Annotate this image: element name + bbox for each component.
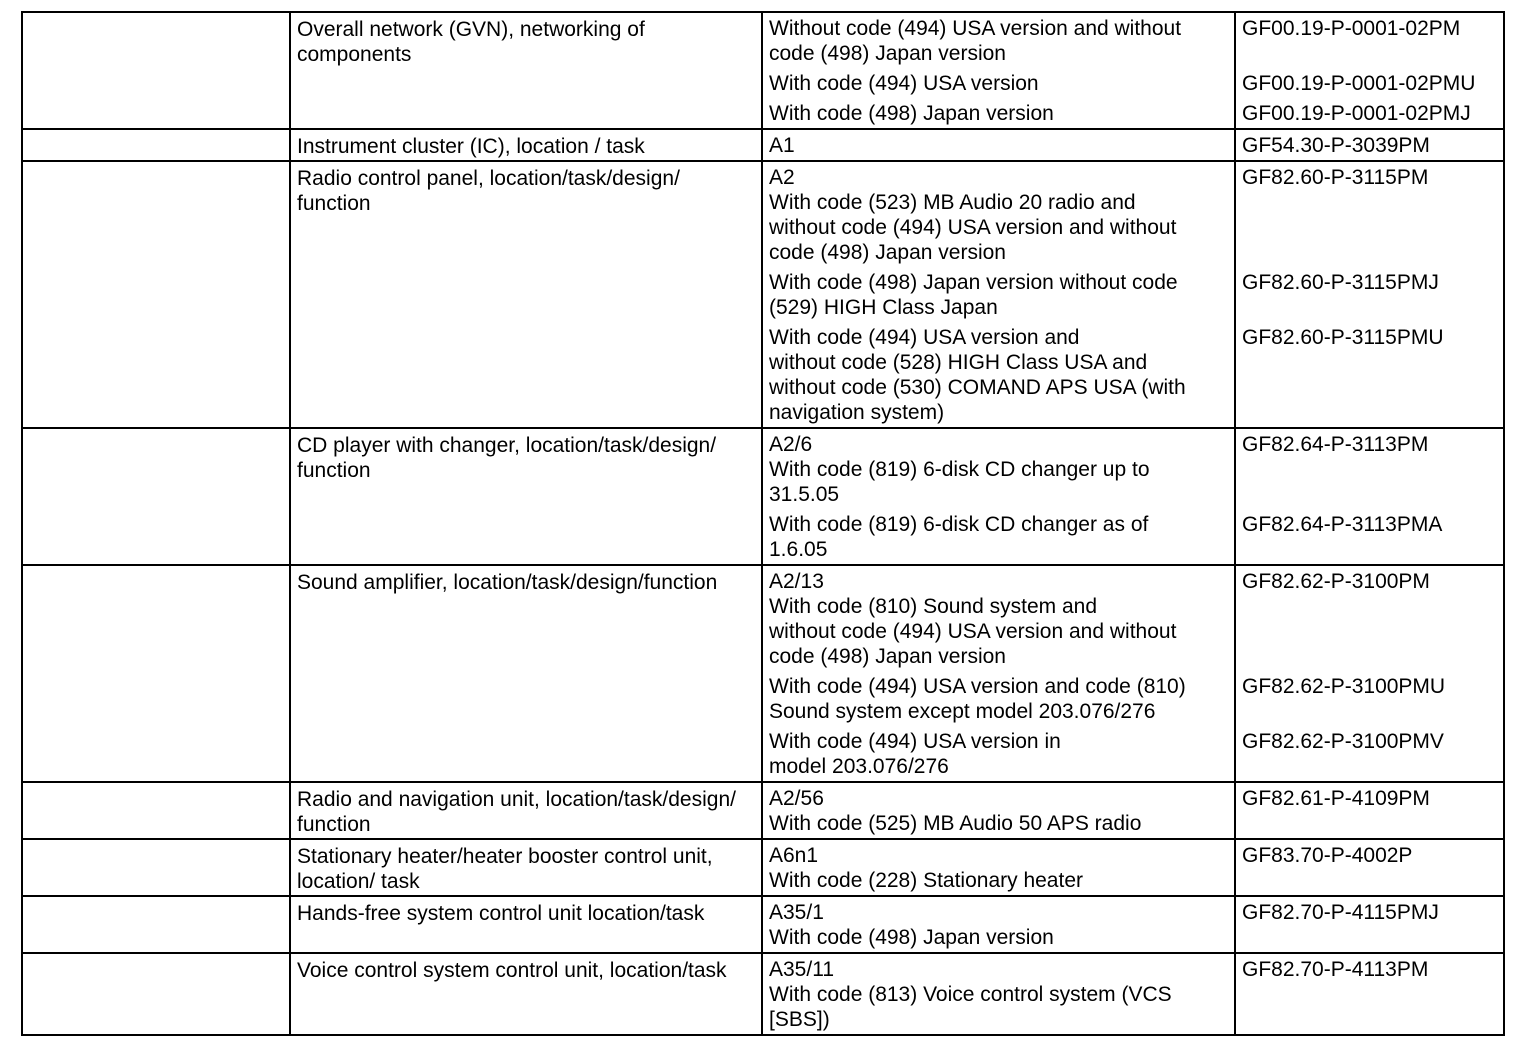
component-cell bbox=[290, 161, 762, 428]
condition-cell bbox=[763, 783, 1235, 838]
condition-line: without code (494) USA version and without bbox=[769, 216, 1177, 239]
table-row bbox=[22, 129, 1504, 161]
component-cell bbox=[290, 953, 762, 1035]
condition-line: A2 bbox=[769, 166, 795, 189]
reference-code: GF82.64-P-3113PM bbox=[1242, 433, 1429, 456]
category-cell bbox=[22, 12, 290, 129]
condition-cell bbox=[763, 13, 1235, 68]
reference-code: GF00.19-P-0001-02PMJ bbox=[1242, 102, 1471, 125]
category-cell bbox=[22, 129, 290, 161]
condition-line: [SBS]) bbox=[769, 1008, 830, 1031]
condition-line: navigation system) bbox=[769, 401, 945, 424]
condition-cell bbox=[763, 322, 1235, 427]
entries-cell bbox=[762, 12, 1504, 129]
condition-line: A2/56 bbox=[769, 787, 824, 810]
entry-row bbox=[763, 162, 1503, 267]
category-cell bbox=[22, 565, 290, 782]
entries-table bbox=[763, 954, 1503, 1034]
entry-row bbox=[763, 130, 1503, 160]
component-cell bbox=[290, 839, 762, 896]
reference-code: GF82.60-P-3115PMU bbox=[1242, 326, 1444, 349]
document-reference bbox=[1235, 783, 1503, 838]
category-cell bbox=[22, 953, 290, 1035]
reference-code: GF82.70-P-4113PM bbox=[1242, 958, 1429, 981]
component-line: Radio control panel, location/task/design/ bbox=[297, 167, 680, 190]
component-cell bbox=[290, 428, 762, 565]
condition-line: (529) HIGH Class Japan bbox=[769, 296, 998, 319]
condition-line: model 203.076/276 bbox=[769, 755, 949, 778]
condition-cell bbox=[763, 68, 1235, 98]
entries-table bbox=[763, 783, 1503, 838]
reference-code: GF00.19-P-0001-02PMU bbox=[1242, 72, 1476, 95]
document-reference bbox=[1235, 954, 1503, 1034]
condition-cell bbox=[763, 671, 1235, 726]
entry-row bbox=[763, 429, 1503, 509]
document-reference bbox=[1235, 68, 1503, 98]
entries-table bbox=[763, 130, 1503, 160]
condition-cell bbox=[763, 162, 1235, 267]
entries-cell bbox=[762, 782, 1504, 839]
entry-row bbox=[763, 671, 1503, 726]
component-line: location/ task bbox=[297, 870, 420, 893]
category-cell bbox=[22, 896, 290, 953]
condition-line: With code (813) Voice control system (VCS bbox=[769, 983, 1172, 1006]
document-reference bbox=[1235, 98, 1503, 128]
component-line: Radio and navigation unit, location/task/design/ bbox=[297, 788, 736, 811]
entry-row bbox=[763, 840, 1503, 895]
entry-row bbox=[763, 13, 1503, 68]
component-line: Instrument cluster (IC), location / task bbox=[297, 135, 645, 158]
condition-line: 31.5.05 bbox=[769, 483, 840, 506]
entries-table bbox=[763, 566, 1503, 781]
entries-table bbox=[763, 897, 1503, 952]
component-line: Hands-free system control unit location/task bbox=[297, 902, 705, 925]
document-reference bbox=[1235, 429, 1503, 509]
component-line: CD player with changer, location/task/design/ bbox=[297, 434, 717, 457]
table-row bbox=[22, 953, 1504, 1035]
table-row bbox=[22, 12, 1504, 129]
table-row bbox=[22, 565, 1504, 782]
document-reference bbox=[1235, 13, 1503, 68]
condition-line: With code (498) Japan version without code bbox=[769, 271, 1178, 294]
entries-cell bbox=[762, 896, 1504, 953]
condition-cell bbox=[763, 429, 1235, 509]
entries-cell bbox=[762, 428, 1504, 565]
document-reference bbox=[1235, 566, 1503, 671]
condition-line: code (498) Japan version bbox=[769, 42, 1006, 65]
entries-table bbox=[763, 840, 1503, 895]
reference-code: GF82.64-P-3113PMA bbox=[1242, 513, 1443, 536]
table-row bbox=[22, 782, 1504, 839]
document-reference bbox=[1235, 671, 1503, 726]
condition-line: Without code (494) USA version and without bbox=[769, 17, 1182, 40]
entry-row bbox=[763, 783, 1503, 838]
condition-line: A35/11 bbox=[769, 958, 834, 981]
reference-table-body bbox=[22, 12, 1504, 1035]
entries-cell bbox=[762, 839, 1504, 896]
table-row bbox=[22, 428, 1504, 565]
document-reference bbox=[1235, 267, 1503, 322]
document-reference bbox=[1235, 897, 1503, 952]
entry-row bbox=[763, 566, 1503, 671]
condition-line: With code (228) Stationary heater bbox=[769, 869, 1083, 892]
component-line: Sound amplifier, location/task/design/function bbox=[297, 571, 718, 594]
document-reference bbox=[1235, 509, 1503, 564]
condition-line: 1.6.05 bbox=[769, 538, 828, 561]
reference-code: GF82.60-P-3115PMJ bbox=[1242, 271, 1439, 294]
condition-cell bbox=[763, 566, 1235, 671]
condition-line: With code (810) Sound system and bbox=[769, 595, 1098, 618]
component-cell bbox=[290, 896, 762, 953]
reference-code: GF82.62-P-3100PM bbox=[1242, 570, 1430, 593]
condition-cell bbox=[763, 130, 1235, 160]
document-reference bbox=[1235, 322, 1503, 427]
entry-row bbox=[763, 954, 1503, 1034]
entry-row bbox=[763, 322, 1503, 427]
category-cell bbox=[22, 161, 290, 428]
condition-line: With code (498) Japan version bbox=[769, 926, 1054, 949]
condition-cell bbox=[763, 509, 1235, 564]
reference-code: GF82.62-P-3100PMV bbox=[1242, 730, 1444, 753]
condition-cell bbox=[763, 897, 1235, 952]
component-line: Stationary heater/heater booster control unit, bbox=[297, 845, 713, 868]
category-cell bbox=[22, 839, 290, 896]
entries-cell bbox=[762, 161, 1504, 428]
condition-line: code (498) Japan version bbox=[769, 645, 1006, 668]
entry-row bbox=[763, 98, 1503, 128]
component-line: function bbox=[297, 192, 371, 215]
condition-line: With code (494) USA version and code (810) bbox=[769, 675, 1186, 698]
condition-line: With code (494) USA version bbox=[769, 72, 1039, 95]
table-row bbox=[22, 161, 1504, 428]
condition-line: A35/1 bbox=[769, 901, 824, 924]
table-row bbox=[22, 896, 1504, 953]
condition-cell bbox=[763, 840, 1235, 895]
component-line: function bbox=[297, 459, 371, 482]
condition-line: without code (528) HIGH Class USA and bbox=[769, 351, 1148, 374]
component-line: Voice control system control unit, location/task bbox=[297, 959, 727, 982]
document-reference bbox=[1235, 130, 1503, 160]
reference-code: GF54.30-P-3039PM bbox=[1242, 134, 1430, 157]
entries-table bbox=[763, 429, 1503, 564]
condition-line: without code (494) USA version and without bbox=[769, 620, 1177, 643]
document-reference bbox=[1235, 162, 1503, 267]
condition-line: With code (523) MB Audio 20 radio and bbox=[769, 191, 1136, 214]
entries-cell bbox=[762, 953, 1504, 1035]
reference-code: GF83.70-P-4002P bbox=[1242, 844, 1413, 867]
entry-row bbox=[763, 68, 1503, 98]
condition-line: With code (494) USA version in bbox=[769, 730, 1061, 753]
condition-line: With code (819) 6-disk CD changer up to bbox=[769, 458, 1150, 481]
condition-cell bbox=[763, 954, 1235, 1034]
component-cell bbox=[290, 12, 762, 129]
entry-row bbox=[763, 726, 1503, 781]
reference-code: GF82.60-P-3115PM bbox=[1242, 166, 1429, 189]
condition-line: With code (498) Japan version bbox=[769, 102, 1054, 125]
entry-row bbox=[763, 509, 1503, 564]
entries-cell bbox=[762, 565, 1504, 782]
condition-cell bbox=[763, 98, 1235, 128]
document-reference bbox=[1235, 726, 1503, 781]
reference-code: GF82.70-P-4115PMJ bbox=[1242, 901, 1439, 924]
condition-line: A2/6 bbox=[769, 433, 813, 456]
component-cell bbox=[290, 129, 762, 161]
entries-table bbox=[763, 13, 1503, 128]
category-cell bbox=[22, 428, 290, 565]
condition-line: code (498) Japan version bbox=[769, 241, 1006, 264]
component-line: function bbox=[297, 813, 371, 836]
condition-line: With code (525) MB Audio 50 APS radio bbox=[769, 812, 1142, 835]
entry-row bbox=[763, 267, 1503, 322]
component-cell bbox=[290, 565, 762, 782]
condition-cell bbox=[763, 267, 1235, 322]
category-cell bbox=[22, 782, 290, 839]
condition-line: With code (819) 6-disk CD changer as of bbox=[769, 513, 1149, 536]
reference-code: GF82.62-P-3100PMU bbox=[1242, 675, 1446, 698]
condition-line: A2/13 bbox=[769, 570, 824, 593]
entry-row bbox=[763, 897, 1503, 952]
entries-table bbox=[763, 162, 1503, 427]
reference-code: GF82.61-P-4109PM bbox=[1242, 787, 1430, 810]
component-cell bbox=[290, 782, 762, 839]
condition-line: without code (530) COMAND APS USA (with bbox=[769, 376, 1186, 399]
table-row bbox=[22, 839, 1504, 896]
component-line: components bbox=[297, 43, 412, 66]
condition-cell bbox=[763, 726, 1235, 781]
condition-line: Sound system except model 203.076/276 bbox=[769, 700, 1156, 723]
document-reference bbox=[1235, 840, 1503, 895]
condition-line: A1 bbox=[769, 134, 795, 157]
condition-line: A6n1 bbox=[769, 844, 819, 867]
reference-table bbox=[21, 11, 1505, 1036]
component-line: Overall network (GVN), networking of bbox=[297, 18, 645, 41]
entries-cell bbox=[762, 129, 1504, 161]
reference-code: GF00.19-P-0001-02PM bbox=[1242, 17, 1461, 40]
condition-line: With code (494) USA version and bbox=[769, 326, 1080, 349]
